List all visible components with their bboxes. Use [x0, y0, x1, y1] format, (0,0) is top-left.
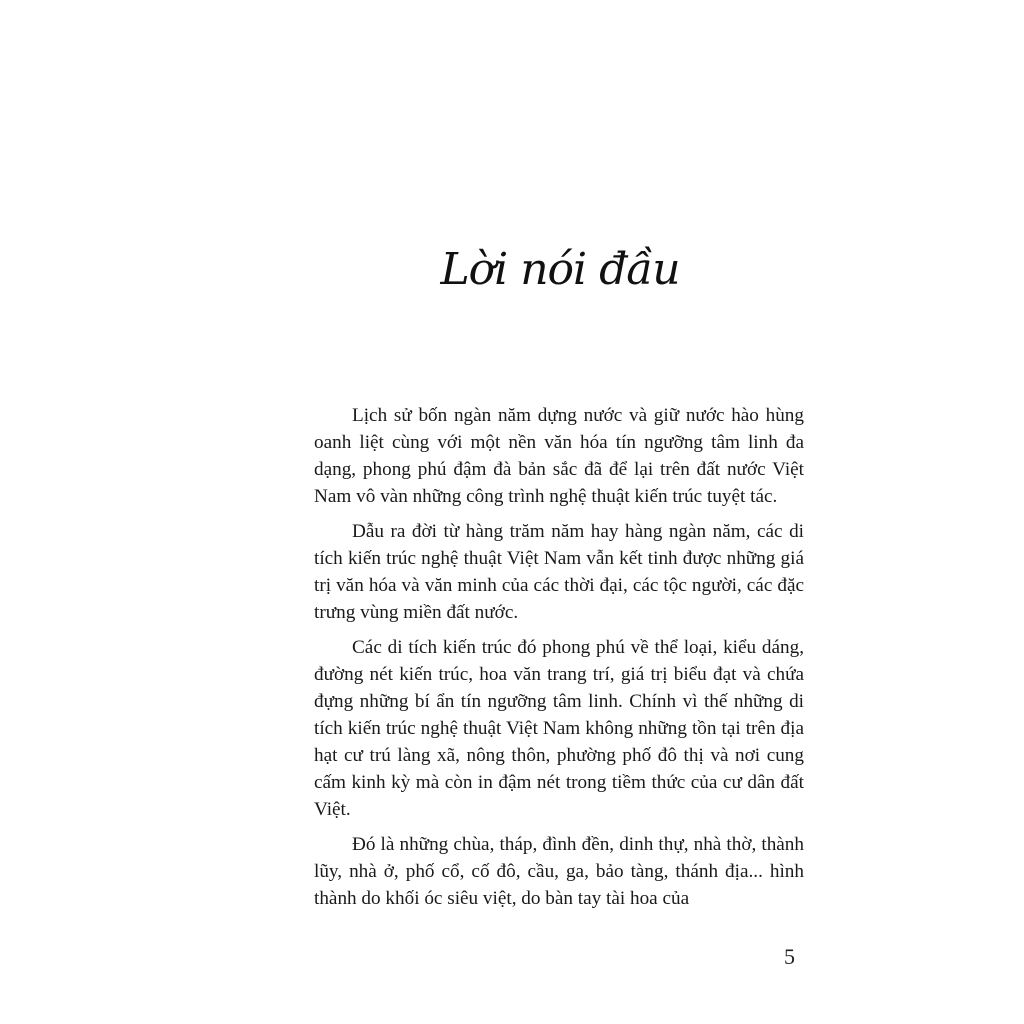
body-text	[314, 402, 804, 920]
paragraph: Các di tích kiến trúc đó phong phú về thể loại, kiểu dáng, đường nét kiến trúc, hoa văn trang trí, giá trị biểu đạt và chứa đựng những bí ẩn tín ngưỡng tâm linh. Chính vì thế những di tích kiến trúc nghệ thuật Việt Nam không những tồn tại trên địa hạt cư trú làng xã, nông thôn, phường phố đô thị và nơi cung cấm kinh kỳ mà còn in đậm nét trong tiềm thức của cư dân đất Việt.	[314, 637, 804, 820]
page-number: 5	[784, 944, 795, 969]
paragraph: Lịch sử bốn ngàn năm dựng nước và giữ nước hào hùng oanh liệt cùng với một nền văn hóa tín ngưỡng tâm linh đa dạng, phong phú đậm đà bản sắc đã để lại trên đất nước Việt Nam vô vàn những công trình nghệ thuật kiến trúc tuyệt tác.	[314, 405, 804, 507]
paragraph: Đó là những chùa, tháp, đình đền, dinh thự, nhà thờ, thành lũy, nhà ở, phố cổ, cố đô, cầu, ga, bảo tàng, thánh địa... hình thành do khối óc siêu việt, do bàn tay tài hoa của	[314, 834, 804, 909]
page-title: Lời nói đầu	[440, 244, 680, 295]
paragraph: Dẫu ra đời từ hàng trăm năm hay hàng ngàn năm, các di tích kiến trúc nghệ thuật Việt Nam vẫn kết tinh được những giá trị văn hóa và văn minh của các thời đại, các tộc người, các đặc trưng vùng miền đất nước.	[314, 521, 804, 623]
